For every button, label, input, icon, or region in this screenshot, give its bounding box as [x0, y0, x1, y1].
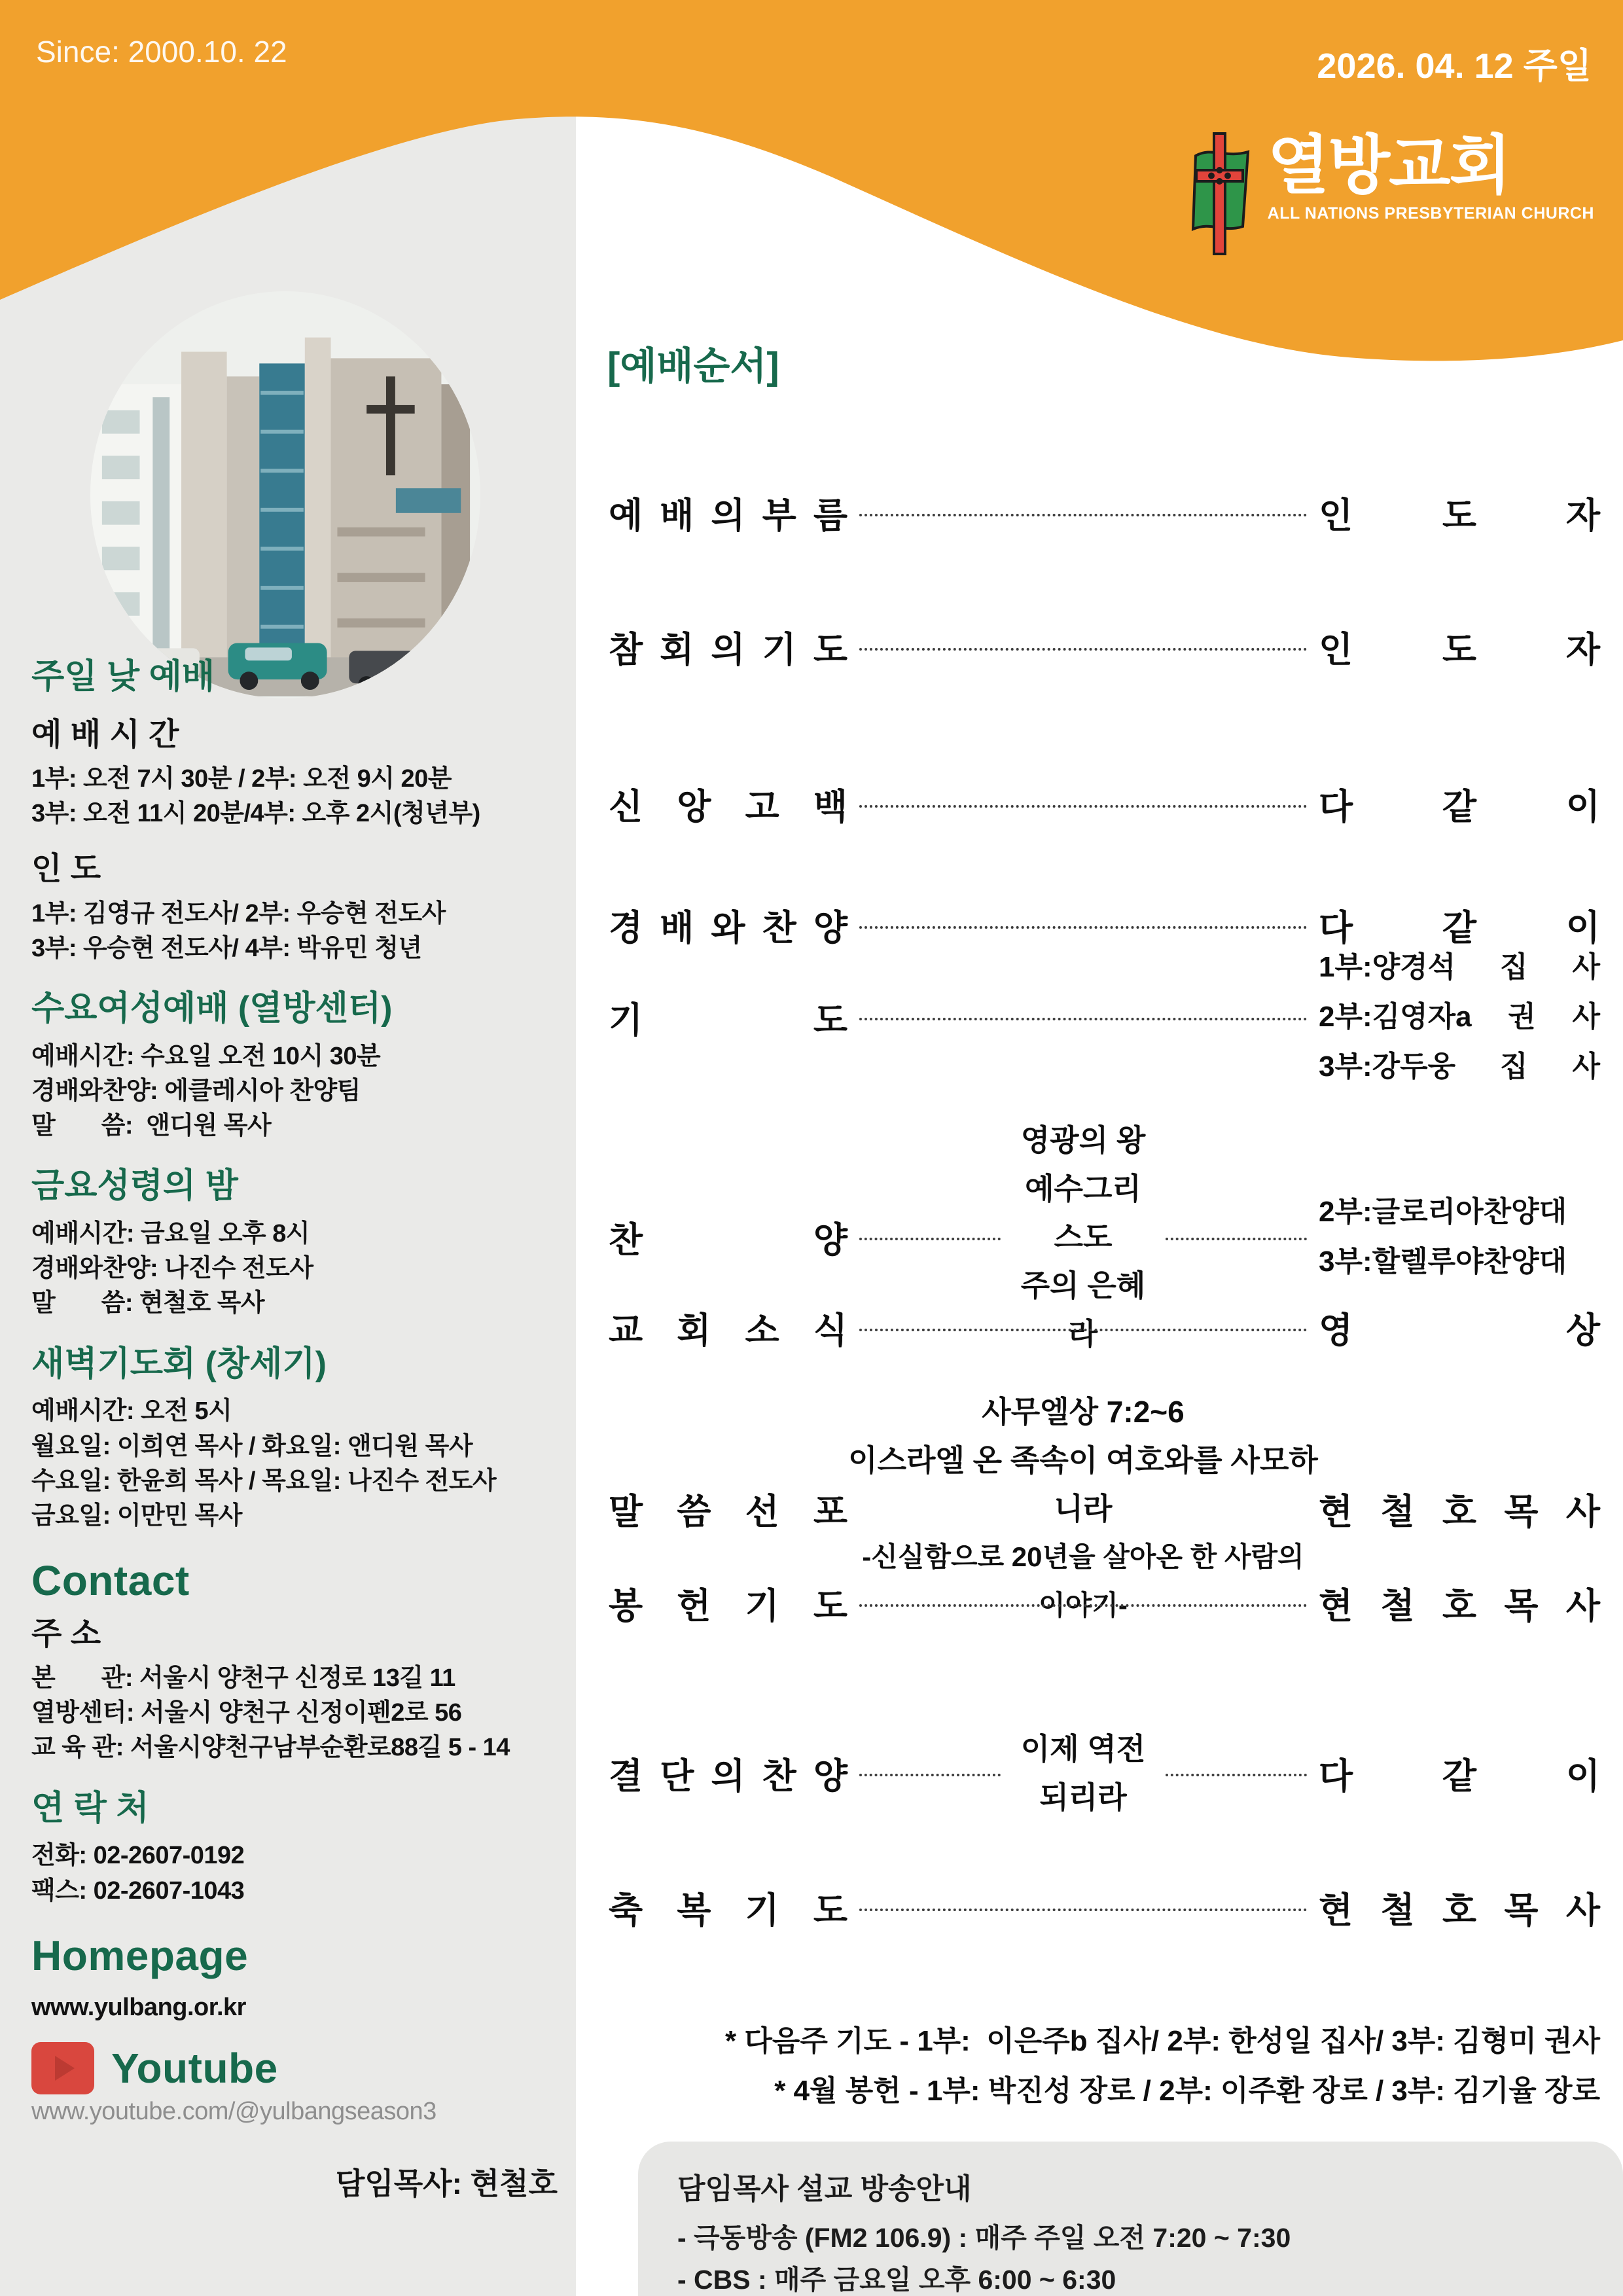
dotted-leader [1166, 1774, 1307, 1776]
address-center: 열방센터: 서울시 양천구 신정이펜2로 56 [31, 1699, 462, 1727]
commitment-hymn-title [1012, 1725, 1154, 1821]
section-title-dawn-prayer: 새벽기도회 (창세기) [31, 1344, 327, 1383]
section-title-sunday-worship: 주일 낮 예배 [31, 658, 215, 696]
since-date: Since: 2000.10. 22 [36, 35, 287, 69]
order-item-label: 경 배 와 찬 양 [609, 908, 847, 948]
broadcast-cbs: - CBS : 매주 금요일 오후 6:00 ~ 6:30 [677, 2264, 1116, 2295]
april-offering-note: * 4월 봉헌 - 1부: 박진성 장로 / 2부: 이주환 장로 / 3부: 김기율 장로 [774, 2075, 1600, 2107]
broadcast-febc: - 극동방송 (FM2 106.9) : 매주 주일 오전 7:20 ~ 7:30 [677, 2223, 1291, 2253]
wednesday-praise: 경배와찬양: 에클레시아 찬양팀 [31, 1077, 361, 1105]
church-logo-icon [1185, 130, 1255, 258]
order-item-assignee: 다 같 이 [1319, 787, 1600, 827]
order-item-call-to-worship [609, 488, 1600, 538]
order-item-label: 기 도 [609, 1000, 847, 1040]
order-item-assignee: 다 같 이 [1319, 908, 1600, 948]
anthem-choir-1: 2부:글로리아찬양대 [1319, 1196, 1567, 1228]
order-item-label: 말 씀 선 포 [609, 1492, 847, 1532]
order-item-label: 봉 헌 기 도 [609, 1587, 847, 1626]
bulletin-date: 2026. 04. 12 주일 [1317, 46, 1592, 86]
dawn-wed-thu: 수요일: 한윤희 목사 / 목요일: 나진수 전도사 [31, 1467, 497, 1495]
order-item-assignee: 인 도 자 [1319, 630, 1600, 670]
order-item-confession-of-faith [609, 779, 1600, 829]
dotted-leader [859, 1329, 1307, 1331]
church-name: 열방교회 [1267, 129, 1510, 201]
subheading-leaders: 인 도 [31, 852, 101, 887]
sermon-title: 이스라엘 온 족속이 여호와를 사모하니라 [848, 1443, 1318, 1526]
subheading-address: 주 소 [31, 1616, 101, 1651]
order-item-benediction [609, 1882, 1600, 1933]
section-title-wednesday-worship: 수요여성예배 (열방센터) [31, 989, 393, 1028]
anthem-choir-2: 3부:할렐루야찬양대 [1319, 1246, 1567, 1278]
prayer-assignees [1319, 942, 1600, 1092]
dotted-leader [859, 1774, 1001, 1776]
leader-line-2: 3부: 우승현 전도사/ 4부: 박유민 청년 [31, 934, 422, 962]
dotted-leader [859, 1604, 1307, 1607]
subheading-contact-numbers: 연 락 처 [31, 1789, 149, 1827]
phone-number: 전화: 02-2607-0192 [31, 1842, 245, 1870]
senior-pastor: 담임목사: 현철호 [335, 2166, 558, 2200]
order-item-label: 참 회 의 기 도 [609, 630, 847, 670]
address-main: 본 관: 서울시 양천구 신정로 13길 11 [31, 1664, 455, 1692]
youtube-section [31, 2042, 564, 2094]
friday-time: 예배시간: 금요일 오후 8시 [31, 1220, 310, 1248]
friday-sermon: 말 씀: 현철호 목사 [31, 1289, 265, 1318]
order-item-label: 축 복 기 도 [609, 1891, 847, 1930]
leader-line-1: 1부: 김영규 전도사/ 2부: 우승현 전도사 [31, 899, 446, 927]
order-item-label: 예 배 의 부 름 [609, 496, 847, 535]
dotted-leader [859, 805, 1307, 808]
prayer-assignee-2: 2부:김영자a 권 사 [1319, 1001, 1600, 1033]
order-item-prayer-of-confession [609, 622, 1600, 672]
order-item-assignee: 현 철 호 목 사 [1319, 1891, 1600, 1930]
next-week-prayer-note: * 다음주 기도 - 1부: 이은주b 집사/ 2부: 한성일 집사/ 3부: 김형미 권사 [725, 2025, 1600, 2057]
broadcast-title: 담임목사 설교 방송안내 [677, 2173, 972, 2205]
subheading-worship-time: 예 배 시 간 [31, 717, 179, 752]
prayer-assignee-1: 1부:양경석 집 사 [1319, 951, 1600, 983]
order-item-offering-prayer [609, 1578, 1600, 1628]
order-item-commitment-hymn [609, 1725, 1600, 1821]
commitment-hymn-name: 이제 역전되리라 [1020, 1732, 1146, 1814]
broadcast-info-box [638, 2142, 1623, 2296]
order-item-assignee: 현 철 호 목 사 [1319, 1587, 1600, 1626]
youtube-play-icon [31, 2042, 94, 2094]
friday-praise: 경배와찬양: 나진수 전도사 [31, 1255, 313, 1283]
order-item-label: 신 앙 고 백 [609, 787, 847, 827]
order-item-prayer [609, 942, 1600, 1092]
dotted-leader [859, 926, 1307, 929]
order-of-worship-title: [예배순서] [607, 345, 779, 387]
church-logo-text [1268, 130, 1594, 223]
section-title-youtube: Youtube [111, 2044, 278, 2092]
anthem-title-1: 영광의 왕 예수그리스도 [1020, 1123, 1146, 1254]
order-item-label: 찬 양 [609, 1220, 847, 1260]
wednesday-time: 예배시간: 수요일 오전 10시 30분 [31, 1042, 381, 1070]
order-item-label: 교 회 소 식 [609, 1311, 847, 1350]
anthem-title-2: 주의 은혜라 [1020, 1268, 1146, 1351]
sidebar [0, 658, 576, 2203]
order-item-assignee: 현 철 호 목 사 [1319, 1492, 1600, 1532]
order-item-label: 결 단 의 찬 양 [609, 1756, 847, 1796]
worship-time-line-2: 3부: 오전 11시 20분/4부: 오후 2시(청년부) [31, 800, 480, 828]
worship-time-line-1: 1부: 오전 7시 30분 / 2부: 오전 9시 20분 [31, 764, 452, 793]
dawn-time: 예배시간: 오전 5시 [31, 1397, 232, 1426]
section-title-friday-night: 금요성령의 밤 [31, 1167, 238, 1206]
dotted-leader [859, 648, 1307, 651]
dotted-leader [859, 1909, 1307, 1911]
church-name-en: ALL NATIONS PRESBYTERIAN CHURCH [1267, 204, 1594, 223]
wednesday-sermon: 말 씀: 앤디원 목사 [31, 1112, 272, 1140]
dawn-fri: 금요일: 이만민 목사 [31, 1502, 242, 1530]
prayer-assignee-3: 3부:강두웅 집 사 [1319, 1050, 1600, 1083]
order-item-assignee: 영 상 [1319, 1311, 1600, 1350]
homepage-url-link[interactable]: www.yulbang.or.kr [31, 1994, 246, 2022]
dotted-leader [1166, 1238, 1307, 1240]
sermon-subtitle: -신실함으로 20년을 살아온 한 사람의 이야기- [862, 1541, 1304, 1621]
youtube-url-link[interactable]: www.youtube.com/@yulbangseason3 [31, 2098, 437, 2126]
dotted-leader [859, 1238, 1001, 1240]
fax-number: 팩스: 02-2607-1043 [31, 1876, 245, 1905]
church-logo [1185, 130, 1594, 258]
dawn-mon-tue: 월요일: 이희연 목사 / 화요일: 앤디원 목사 [31, 1432, 473, 1460]
dotted-leader [859, 514, 1307, 516]
anthem-choirs [1319, 1187, 1600, 1287]
church-building-photo [90, 291, 480, 698]
address-education: 교 육 관: 서울시양천구남부순환로88길 5 - 14 [31, 1734, 510, 1762]
sermon-scripture: 사무엘상 7:2~6 [982, 1395, 1185, 1429]
building-illustration [90, 291, 480, 698]
dotted-leader [859, 1018, 1307, 1020]
section-title-homepage: Homepage [31, 1931, 249, 1979]
order-item-church-news [609, 1302, 1600, 1353]
order-item-assignee: 다 같 이 [1319, 1756, 1600, 1796]
order-item-assignee: 인 도 자 [1319, 496, 1600, 535]
section-title-contact: Contact [31, 1557, 190, 1605]
